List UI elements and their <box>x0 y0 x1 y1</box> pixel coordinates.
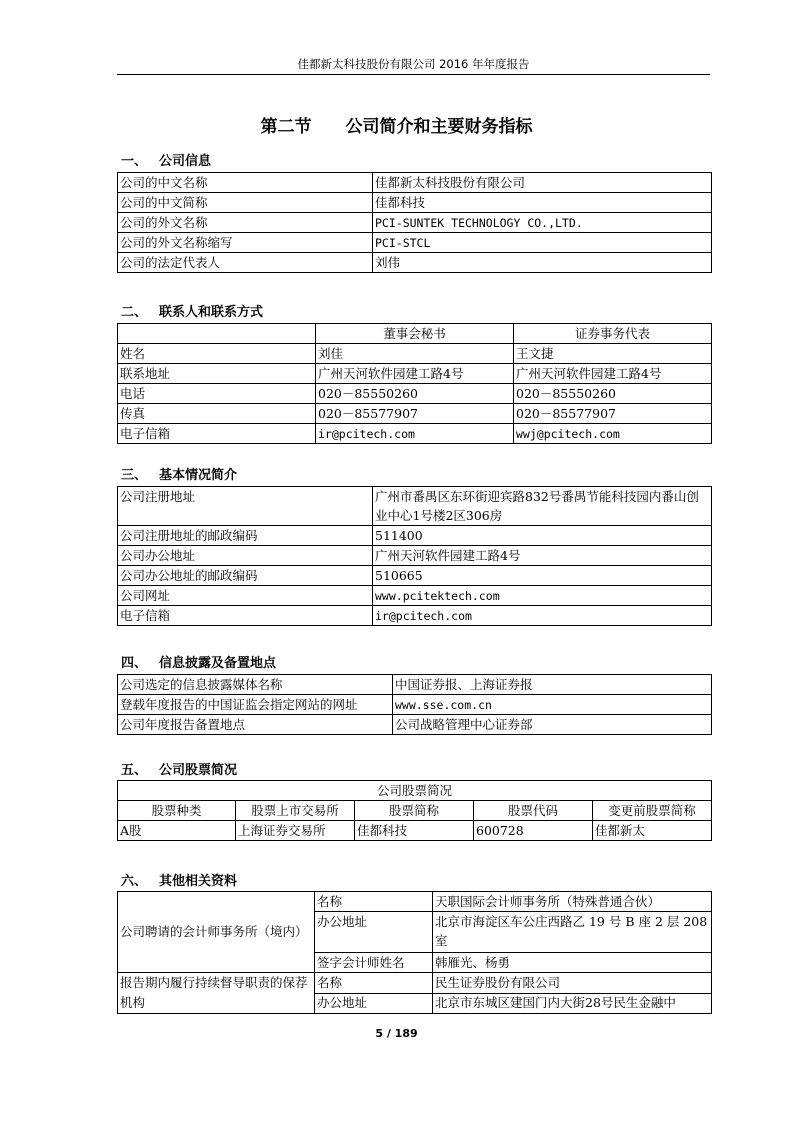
table-row: 公司注册地址的邮政编码 511400 <box>118 526 712 546</box>
table-header-row: 股票种类 股票上市交易所 股票简称 股票代码 变更前股票简称 <box>118 801 712 821</box>
table-row: 电子信箱 ir@pcitech.com <box>118 606 712 626</box>
table-row: 公司办公地址 广州天河软件园建工路4号 <box>118 546 712 566</box>
section-title <box>0 112 793 137</box>
table-row: 公司选定的信息披露媒体名称 中国证券报、上海证券报 <box>118 675 712 695</box>
table-row: 联系地址 广州天河软件园建工路4号 广州天河软件园建工路4号 <box>118 364 712 384</box>
company-info-table <box>117 172 712 273</box>
table-row: 公司年度报告备置地点 公司战略管理中心证券部 <box>118 715 712 735</box>
table-row: 公司的中文名称 佳都新太科技股份有限公司 <box>118 173 712 193</box>
table-row: 公司网址 www.pcitektech.com <box>118 586 712 606</box>
section-heading: 公司简介和主要财务指标 <box>345 117 533 137</box>
table-row: 传真 020－85577907 020－85577907 <box>118 404 712 424</box>
page-header <box>117 54 710 75</box>
table-row: 公司的外文名称缩写 PCI-STCL <box>118 233 712 253</box>
heading-basic-info: 三、 基本情况简介 <box>121 468 238 483</box>
contacts-table <box>117 323 712 444</box>
heading-contacts: 二、 联系人和联系方式 <box>121 305 264 320</box>
section-number: 第二节 <box>260 117 312 137</box>
heading-company-info: 一、 公司信息 <box>121 154 212 169</box>
disclosure-table <box>117 674 712 735</box>
table-caption-row: 公司股票简况 <box>118 781 712 801</box>
table-row: 签字会计师姓名 韩雁光、杨勇 <box>118 953 712 973</box>
table-row: 姓名 刘佳 王文捷 <box>118 344 712 364</box>
table-row: 报告期内履行持续督导职责的保荐机构 名称 民生证券股份有限公司 <box>118 973 712 994</box>
table-row: 办公地址 北京市东城区建国门内大街28号民生金融中 <box>118 993 712 1014</box>
page-number: 5 / 189 <box>375 1027 418 1040</box>
table-header-row: 董事会秘书 证券事务代表 <box>118 324 712 344</box>
table-row: 公司的法定代表人 刘伟 <box>118 253 712 273</box>
table-row: 电话 020－85550260 020－85550260 <box>118 384 712 404</box>
table-row: 办公地址 北京市海淀区车公庄西路乙 19 号 B 座 2 层 208 室 <box>118 912 712 953</box>
heading-stock: 五、 公司股票简况 <box>121 763 238 778</box>
table-row: 公司的外文名称 PCI-SUNTEK TECHNOLOGY CO.,LTD. <box>118 213 712 233</box>
other-info-table <box>117 891 712 1014</box>
table-row: 登载年度报告的中国证监会指定网站的网址 www.sse.com.cn <box>118 695 712 715</box>
table-row: A股 上海证券交易所 佳都科技 600728 佳都新太 <box>118 821 712 841</box>
basic-info-table <box>117 486 712 626</box>
stock-table <box>117 780 712 841</box>
heading-disclosure: 四、 信息披露及备置地点 <box>121 656 277 671</box>
table-row: 公司聘请的会计师事务所（境内） 名称 天职国际会计师事务所（特殊普通合伙） <box>118 892 712 912</box>
heading-other: 六、 其他相关资料 <box>121 874 238 889</box>
table-row: 公司办公地址的邮政编码 510665 <box>118 566 712 586</box>
table-row: 公司的中文简称 佳都科技 <box>118 193 712 213</box>
header-text: 佳都新太科技股份有限公司 2016 年年度报告 <box>297 57 530 71</box>
table-row: 电子信箱 ir@pcitech.com wwj@pcitech.com <box>118 424 712 444</box>
table-row: 公司注册地址 广州市番禺区东环街迎宾路832号番禺节能科技园内番山创业中心1号楼2区306房 <box>118 487 712 526</box>
